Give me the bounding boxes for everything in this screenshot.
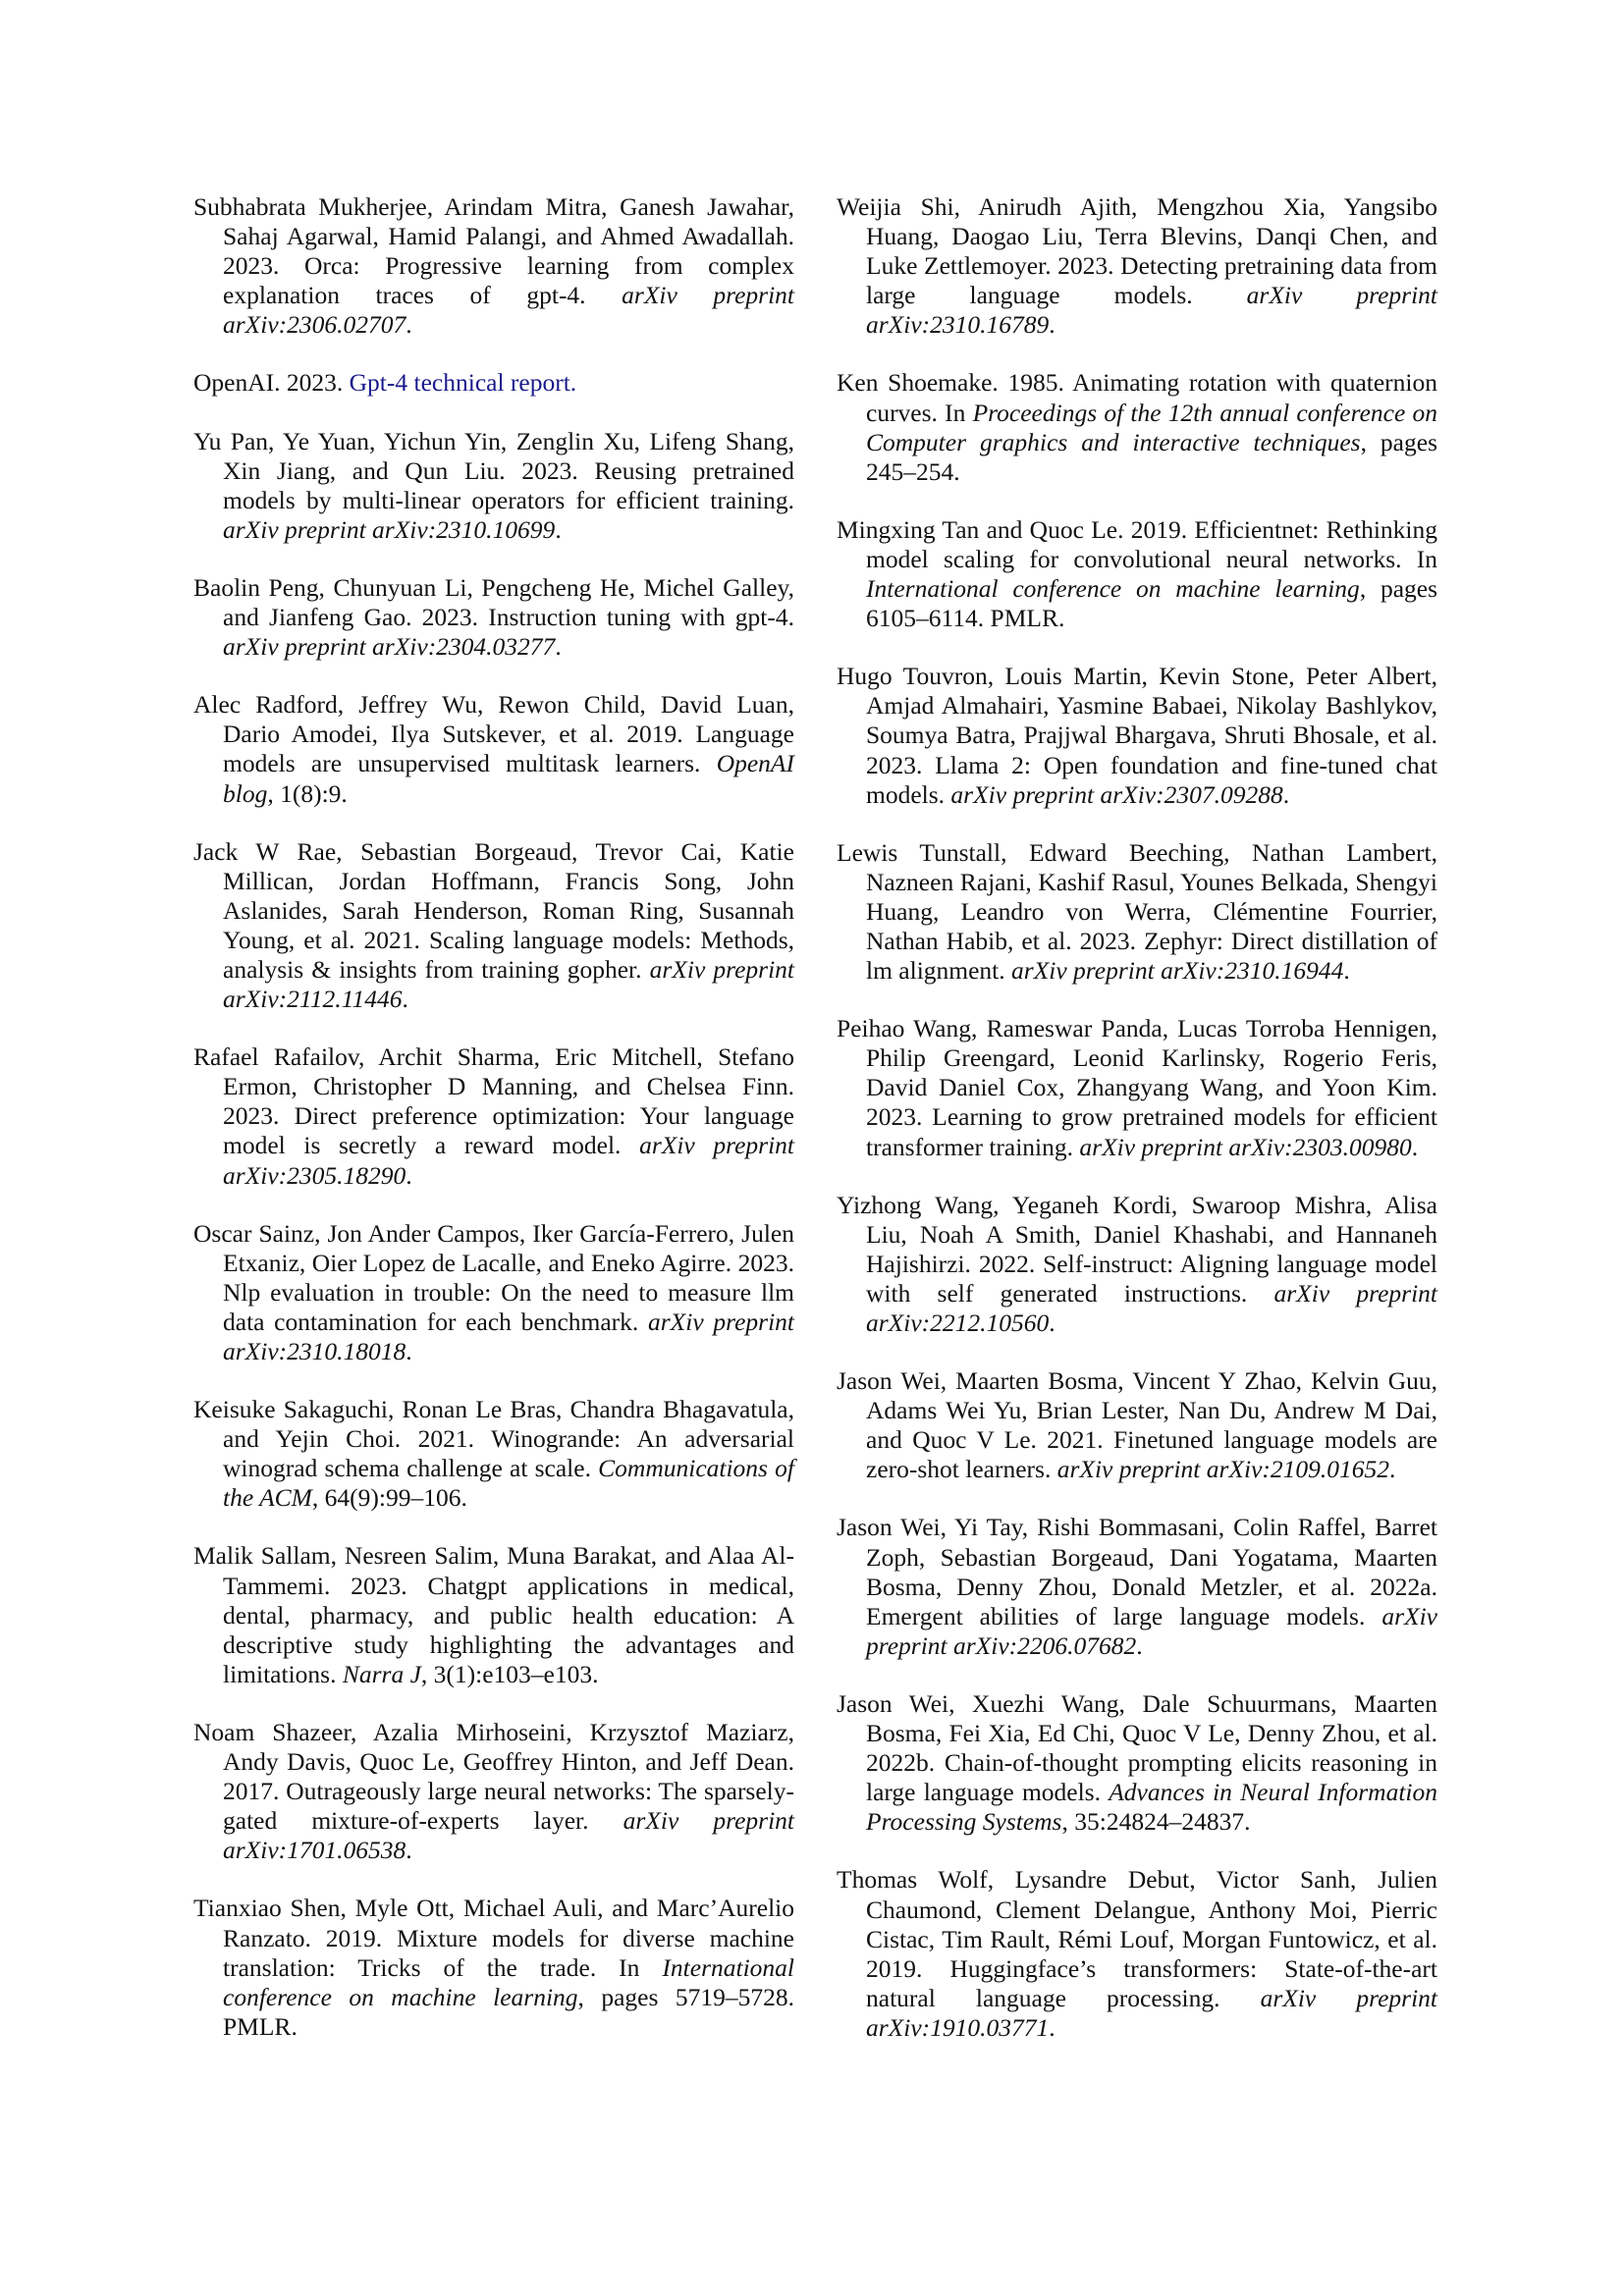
reference-tail: . [1049,2012,1056,2042]
reference-tail: . [402,985,408,1014]
reference-text: Subhabrata Mukherjee, Arindam Mitra, Ganesh Jawahar, Sahaj Agarwal, Hamid Palangi, and Ahmed Awadallah. 2023. Orca: Progressive learning from complex explanation traces of gpt-4. [193,192,794,310]
reference-text: Malik Sallam, Nesreen Salim, Muna Barakat, and Alaa Al-Tammemi. 2023. Chatgpt applications in medical, dental, pharmacy, and public health education: A descriptive study highlighting the advantages and limitations. [193,1541,794,1688]
reference-entry [837,1513,1437,1660]
reference-venue: Communications of the ACM [223,1454,794,1513]
reference-text: Jason Wei, Yi Tay, Rishi Bommasani, Colin Raffel, Barret Zoph, Sebastian Borgeaud, Dani Yogatama, Maarten Bosma, Denny Zhou, Donald Metzler, et al. 2022a. Emergent abilities of large language models. [837,1513,1437,1630]
reference-venue: arXiv preprint arXiv:2310.16944 [1011,956,1344,986]
reference-entry [837,1191,1437,1338]
reference-text: Yizhong Wang, Yeganeh Kordi, Swaroop Mishra, Alisa Liu, Noah A Smith, Daniel Khashabi, and Hannaneh Hajishirzi. 2022. Self-instruct: Aligning language model with self generated instructions. [837,1190,1437,1308]
reference-entry [193,1894,794,2041]
left-reference-column [193,192,794,2070]
reference-venue: arXiv preprint arXiv:2303.00980 [1079,1132,1412,1161]
reference-text: Tianxiao Shen, Myle Ott, Michael Auli, and Marc’Aurelio Ranzato. 2019. Mixture models for diverse machine translation: Tricks of the trade. In [193,1894,794,1982]
reference-text: Yu Pan, Ye Yuan, Yichun Yin, Zenglin Xu, Lifeng Shang, Xin Jiang, and Qun Liu. 2023. Reusing pretrained models by multi-linear operators for efficient training. [193,426,794,514]
reference-tail: , pages 245–254. [866,427,1437,486]
reference-text: Mingxing Tan and Quoc Le. 2019. Efficientnet: Rethinking model scaling for convolutional neural networks. In [837,514,1437,573]
reference-venue: arXiv preprint arXiv:2310.16789 [866,281,1437,340]
reference-text: Alec Radford, Jeffrey Wu, Rewon Child, David Luan, Dario Amodei, Ilya Sutskever, et al. 2019. Language models are unsupervised multitask learners. [193,690,794,778]
reference-venue: Advances in Neural Information Processing Systems [866,1778,1437,1837]
reference-entry [837,662,1437,809]
reference-venue: arXiv preprint arXiv:2112.11446 [223,954,795,1014]
reference-text: Rafael Rafailov, Archit Sharma, Eric Mitchell, Stefano Ermon, Christopher D Manning, and Chelsea Finn. 2023. Direct preference optimization: Your language model is secretly a reward model. [193,1042,794,1160]
reference-entry [193,1541,794,1688]
reference-tail: , 64(9):99–106. [311,1483,467,1513]
reference-venue: International conference on machine learning [223,1952,794,2011]
reference-tail: . [1136,1630,1143,1660]
reference-text: Hugo Touvron, Louis Martin, Kevin Stone, Peter Albert, Amjad Almahairi, Yasmine Babaei, Nikolay Bashlykov, Soumya Batra, Prajjwal Bhargava, Shruti Bhosale, et al. 2023. Llama 2: Open foundation and fine-tuned chat models. [837,662,1437,809]
reference-venue: arXiv preprint arXiv:2305.18290 [223,1131,794,1190]
reference-tail: . [555,632,562,662]
reference-tail: . [1049,310,1056,340]
reference-tail: , pages 6105–6114. PMLR. [866,574,1438,633]
reference-venue: arXiv preprint arXiv:2109.01652 [1056,1455,1390,1484]
reference-tail: , pages 5719–5728. PMLR. [223,1982,795,2041]
reference-text: Ken Shoemake. 1985. Animating rotation with quaternion curves. In [837,368,1437,427]
reference-venue: Narra J [342,1659,421,1688]
reference-tail: . [406,1160,412,1190]
reference-entry [193,1395,794,1513]
reference-tail: . [1411,1132,1419,1161]
reference-text: Weijia Shi, Anirudh Ajith, Mengzhou Xia, Yangsibo Huang, Daogao Liu, Terra Blevins, Danqi Chen, and Luke Zettlemoyer. 2023. Detecting pretraining data from large language models. [837,192,1437,310]
reference-tail: . [1343,956,1350,986]
reference-tail: , 1(8):9. [267,778,348,808]
reference-tail: . [1049,1308,1056,1337]
reference-venue: Proceedings of the 12th annual conference on Computer graphics and interactive techniques [866,398,1437,456]
reference-tail: . [406,1836,412,1865]
reference-venue: arXiv preprint arXiv:1701.06538 [223,1806,794,1865]
reference-entry [837,1366,1437,1484]
reference-tail: . [555,514,562,544]
reference-tail: . [406,1337,412,1365]
reference-entry [837,1689,1437,1837]
reference-venue: arXiv preprint arXiv:2212.10560 [866,1278,1438,1337]
reference-entry [837,192,1437,340]
reference-entry [837,368,1437,486]
reference-tail: , 3(1):e103–e103. [420,1659,599,1688]
reference-text: Oscar Sainz, Jon Ander Campos, Iker García-Ferrero, Julen Etxaniz, Oier Lopez de Lacalle, and Eneko Agirre. 2023. Nlp evaluation in trouble: On the need to measure llm data contamination for each benchmark. [193,1218,794,1336]
reference-venue: arXiv preprint arXiv:2307.09288 [950,779,1283,809]
reference-entry [193,1718,794,1865]
reference-entry [837,1014,1437,1161]
reference-venue: arXiv preprint arXiv:2310.10699 [223,514,556,544]
reference-entry [193,690,794,808]
reference-entry [193,1219,794,1366]
reference-venue: arXiv preprint arXiv:2304.03277 [223,632,556,662]
reference-tail: . [1389,1455,1396,1484]
reference-entry [837,838,1437,986]
reference-venue: arXiv preprint arXiv:1910.03771 [866,1983,1437,2042]
reference-text: OpenAI. 2023. [193,368,350,398]
reference-entry [837,515,1437,633]
reference-text: Jack W Rae, Sebastian Borgeaud, Trevor Cai, Katie Millican, Jordan Hoffmann, Francis Song, John Aslanides, Sarah Henderson, Roman Ring, Susannah Young, et al. 2021. Scaling language models: Methods, analysis & insights from training gopher. [193,836,794,984]
reference-entry [193,368,794,398]
reference-venue: arXiv preprint arXiv:2306.02707 [223,281,795,340]
right-reference-column [837,192,1437,2071]
reference-tail: . [406,310,412,340]
reference-link[interactable]: Gpt-4 technical report. [349,368,577,398]
reference-entry [193,573,794,662]
reference-text: Lewis Tunstall, Edward Beeching, Nathan Lambert, Nazneen Rajani, Kashif Rasul, Younes Belkada, Shengyi Huang, Leandro von Werra, Clémentine Fourrier, Nathan Habib, et al. 2023. Zephyr: Direct distillation of lm alignment. [837,837,1437,986]
reference-venue: arXiv preprint arXiv:2310.18018 [223,1307,794,1365]
reference-text: Jason Wei, Xuezhi Wang, Dale Schuurmans, Maarten Bosma, Fei Xia, Ed Chi, Quoc V Le, Denny Zhou, et al. 2022b. Chain-of-thought prompting elicits reasoning in large language models. [837,1688,1437,1807]
reference-text: Keisuke Sakaguchi, Ronan Le Bras, Chandra Bhagavatula, and Yejin Choi. 2021. Winogrande: An adversarial winograd schema challenge at scale. [193,1395,794,1483]
reference-venue: OpenAI blog [223,749,794,808]
reference-entry [193,192,794,340]
reference-text: Noam Shazeer, Azalia Mirhoseini, Krzysztof Maziarz, Andy Davis, Quoc Le, Geoffrey Hinton, and Jeff Dean. 2017. Outrageously large neural networks: The sparsely-gated mixture-of-experts layer. [193,1717,794,1836]
reference-venue: arXiv preprint arXiv:2206.07682 [866,1601,1437,1660]
reference-entry [193,427,794,545]
reference-text: Thomas Wolf, Lysandre Debut, Victor Sanh, Julien Chaumond, Clement Delangue, Anthony Moi, Pierric Cistac, Tim Rault, Rémi Louf, Morgan Funtowicz, et al. 2019. Huggingface’s transformers: State-of-the-art natural language processing. [837,1865,1437,2012]
reference-tail: . [1282,779,1290,809]
reference-entry [193,837,794,1015]
reference-tail: , 35:24824–24837. [1061,1807,1251,1837]
reference-text: Peihao Wang, Rameswar Panda, Lucas Torroba Hennigen, Philip Greengard, Leonid Karlinsky, Rogerio Feris, David Daniel Cox, Zhangyang Wang, and Yoon Kim. 2023. Learning to grow pretrained models for efficient transformer training. [837,1014,1437,1161]
reference-entry [837,1865,1437,2043]
reference-entry [193,1042,794,1190]
reference-venue: International conference on machine learning [866,574,1360,604]
reference-text: Jason Wei, Maarten Bosma, Vincent Y Zhao, Kelvin Guu, Adams Wei Yu, Brian Lester, Nan Du, Andrew M Dai, and Quoc V Le. 2021. Finetuned language models are zero-shot learners. [837,1366,1437,1484]
reference-text: Baolin Peng, Chunyuan Li, Pengcheng He, Michel Galley, and Jianfeng Gao. 2023. Instruction tuning with gpt-4. [193,572,794,632]
